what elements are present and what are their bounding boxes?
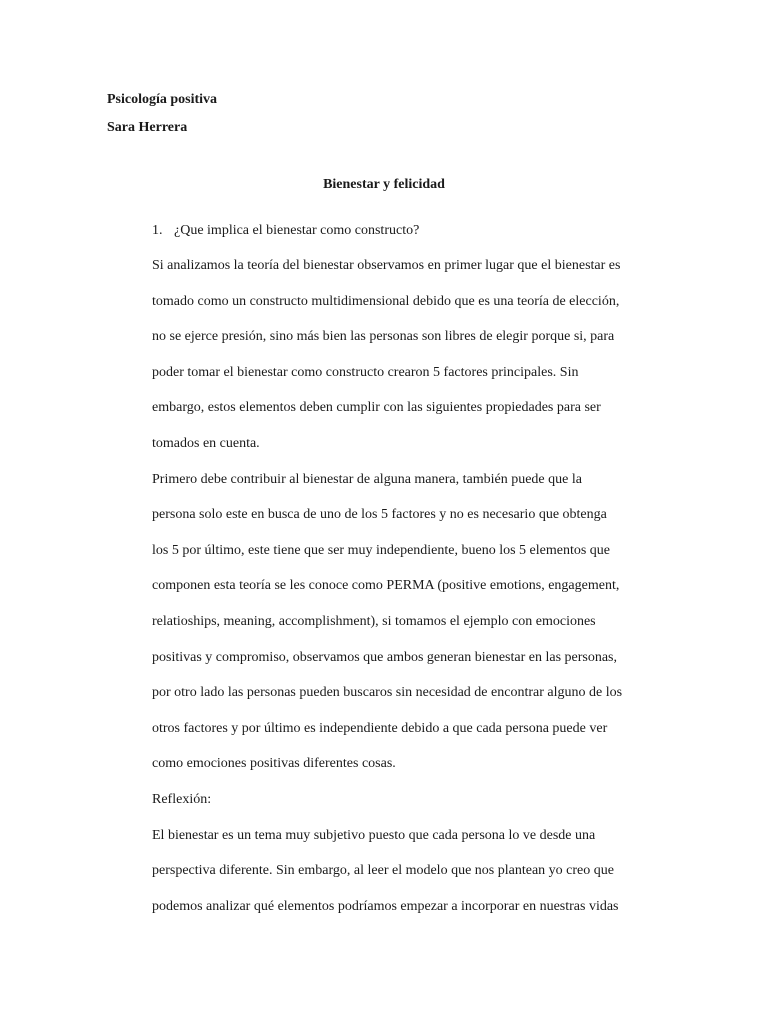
body-line: El bienestar es un tema muy subjetivo puesto que cada persona lo ve desde una <box>152 827 596 843</box>
body-line: otros factores y por último es independiente debido a que cada persona puede ver <box>152 720 608 736</box>
body-line: positivas y compromiso, observamos que ambos generan bienestar en las personas, <box>152 649 618 665</box>
body-line: relatioships, meaning, accomplishment), si tomamos el ejemplo con emociones <box>152 614 596 629</box>
body-line: tomados en cuenta. <box>152 436 260 451</box>
body-line: los 5 por último, este tiene que ser muy independiente, bueno los 5 elementos que <box>152 542 611 558</box>
body-line: no se ejerce presión, sino más bien las personas son libres de elegir porque si, para <box>152 329 615 345</box>
author-name: Sara Herrera <box>107 120 188 135</box>
body-line: tomado como un constructo multidimensional debido que es una teoría de elección, <box>152 293 620 309</box>
body-line: por otro lado las personas pueden buscaros sin necesidad de encontrar alguno de los <box>152 685 623 701</box>
body-line: componen esta teoría se les conoce como PERMA (positive emotions, engagement, <box>152 578 620 594</box>
question-number: 1. <box>152 223 163 238</box>
body-line: poder tomar el bienestar como constructo crearon 5 factores principales. Sin <box>152 364 579 380</box>
body-line: Reflexión: <box>152 792 212 807</box>
question-1 <box>152 223 419 239</box>
question-text: ¿Que implica el bienestar como constructo? <box>174 223 420 238</box>
document-title: Bienestar y felicidad <box>323 177 445 192</box>
body-line: como emociones positivas diferentes cosas. <box>152 756 396 772</box>
body-line: Si analizamos la teoría del bienestar observamos en primer lugar que el bienestar es <box>152 258 621 273</box>
body-line: Primero debe contribuir al bienestar de alguna manera, también puede que la <box>152 471 582 487</box>
body-line: podemos analizar qué elementos podríamos empezar a incorporar en nuestras vidas <box>152 898 619 914</box>
body-line: embargo, estos elementos deben cumplir con las siguientes propiedades para ser <box>152 400 601 416</box>
body-line: perspectiva diferente. Sin embargo, al leer el modelo que nos plantean yo creo que <box>152 863 614 879</box>
body-line: persona solo este en busca de uno de los 5 factores y no es necesario que obtenga <box>152 507 607 523</box>
course-name: Psicología positiva <box>107 92 218 107</box>
